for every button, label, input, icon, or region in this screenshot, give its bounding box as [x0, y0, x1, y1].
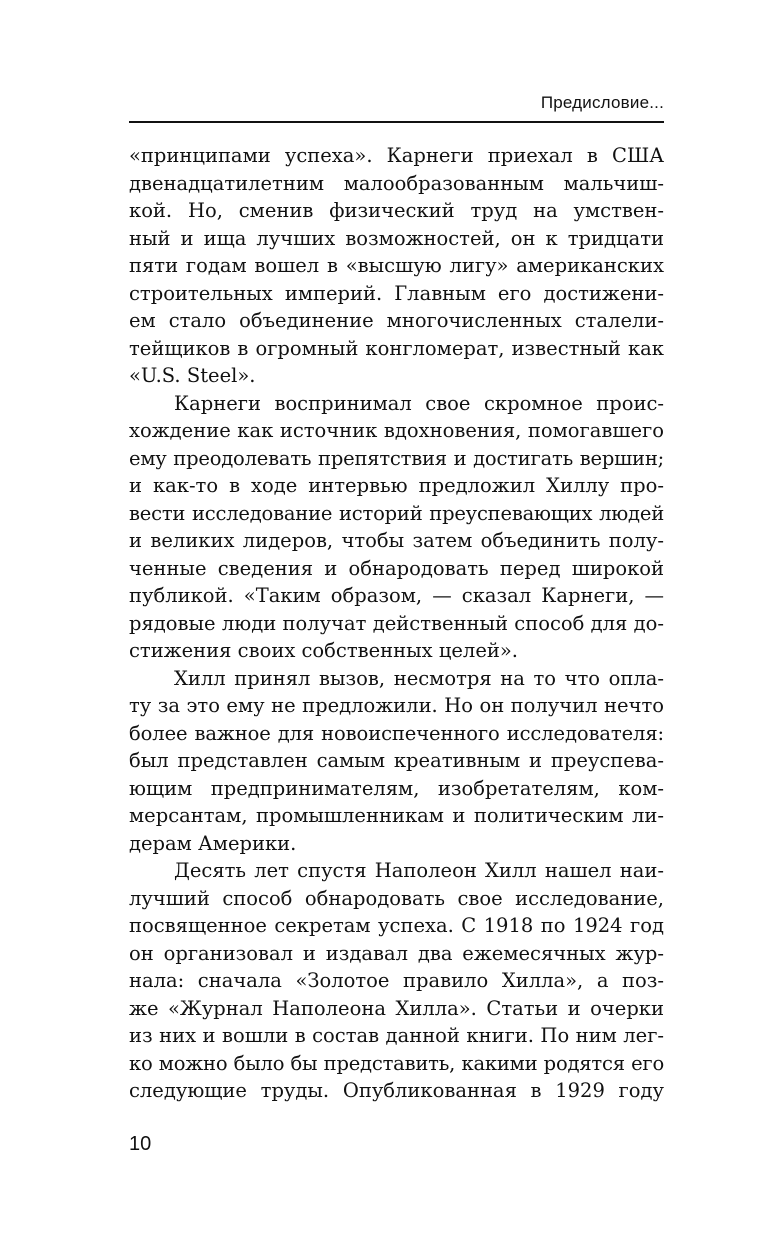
text-line: мерсантам, промышленникам и политическим ли-	[129, 804, 664, 827]
text-line: и как-то в ходе интервью предложил Хиллу про-	[129, 474, 664, 497]
text-line: ем стало объединение многочисленных сталели-	[129, 309, 664, 332]
text-line: рядовые люди получат действенный способ для до-	[129, 611, 664, 635]
text-line: вести исследование историй преуспевающих людей	[129, 501, 664, 525]
page-number: 10	[129, 1133, 152, 1155]
text-line: пяти годам вошел в «высшую лигу» американских	[129, 254, 664, 277]
body-text	[129, 142, 664, 1105]
paragraph	[129, 142, 664, 390]
text-line: он организовал и издавал два ежемесячных жур-	[129, 941, 664, 965]
text-line: строительных империй. Главным его достижени-	[129, 281, 664, 305]
text-line: более важное для новоиспеченного исследователя:	[129, 721, 664, 745]
text-line: Карнеги воспринимал свое скромное проис-	[174, 391, 664, 415]
paragraph	[129, 665, 664, 858]
text-line: посвященное секретам успеха. С 1918 по 1924 год	[129, 914, 664, 937]
text-line: ко можно было бы представить, какими родятся его	[129, 1051, 664, 1075]
text-line: ющим предпринимателям, изобретателям, ком-	[129, 776, 664, 800]
running-header: Предисловие...	[540, 93, 664, 112]
text-line: ченные сведения и обнародовать перед широкой	[129, 556, 664, 580]
text-line: кой. Но, сменив физический труд на умствен-	[129, 199, 664, 222]
text-line: «принципами успеха». Карнеги приехал в США	[129, 144, 664, 167]
text-line: лучший способ обнародовать свое исследование,	[129, 886, 664, 910]
paragraph	[129, 390, 664, 665]
text-line: Десять лет спустя Наполеон Хилл нашел наи-	[174, 859, 664, 882]
text-line: из них и вошли в состав данной книги. По ним лег-	[129, 1024, 664, 1047]
text-line: хождение как источник вдохновения, помогавшего	[129, 419, 664, 442]
text-line: ту за это ему не предложили. Но он получил нечто	[129, 694, 664, 717]
text-line: двенадцатилетним малообразованным мальчиш-	[129, 171, 664, 195]
text-line: дерам Америки.	[129, 831, 297, 855]
paragraph	[129, 857, 664, 1105]
text-line: тейщиков в огромный конгломерат, известный как	[129, 336, 664, 360]
text-line: публикой. «Таким образом, — сказал Карнеги, —	[129, 584, 664, 607]
text-line: и великих лидеров, чтобы затем объединить полу-	[129, 529, 664, 552]
text-line: «U.S. Steel».	[129, 364, 256, 387]
text-line: ему преодолевать препятствия и достигать вершин;	[129, 446, 664, 470]
text-line: Хилл принял вызов, несмотря на то что опла-	[174, 666, 664, 690]
text-line: нала: сначала «Золотое правило Хилла», а поз-	[129, 969, 664, 992]
text-line: стижения своих собственных целей».	[129, 639, 518, 662]
header-rule	[129, 121, 664, 123]
text-line: был представлен самым креативным и преуспева-	[129, 749, 664, 772]
text-line: же «Журнал Наполеона Хилла». Статьи и очерки	[129, 996, 664, 1020]
text-line: следующие труды. Опубликованная в 1929 году	[129, 1079, 664, 1102]
text-line: ный и ища лучших возможностей, он к тридцати	[129, 226, 664, 250]
